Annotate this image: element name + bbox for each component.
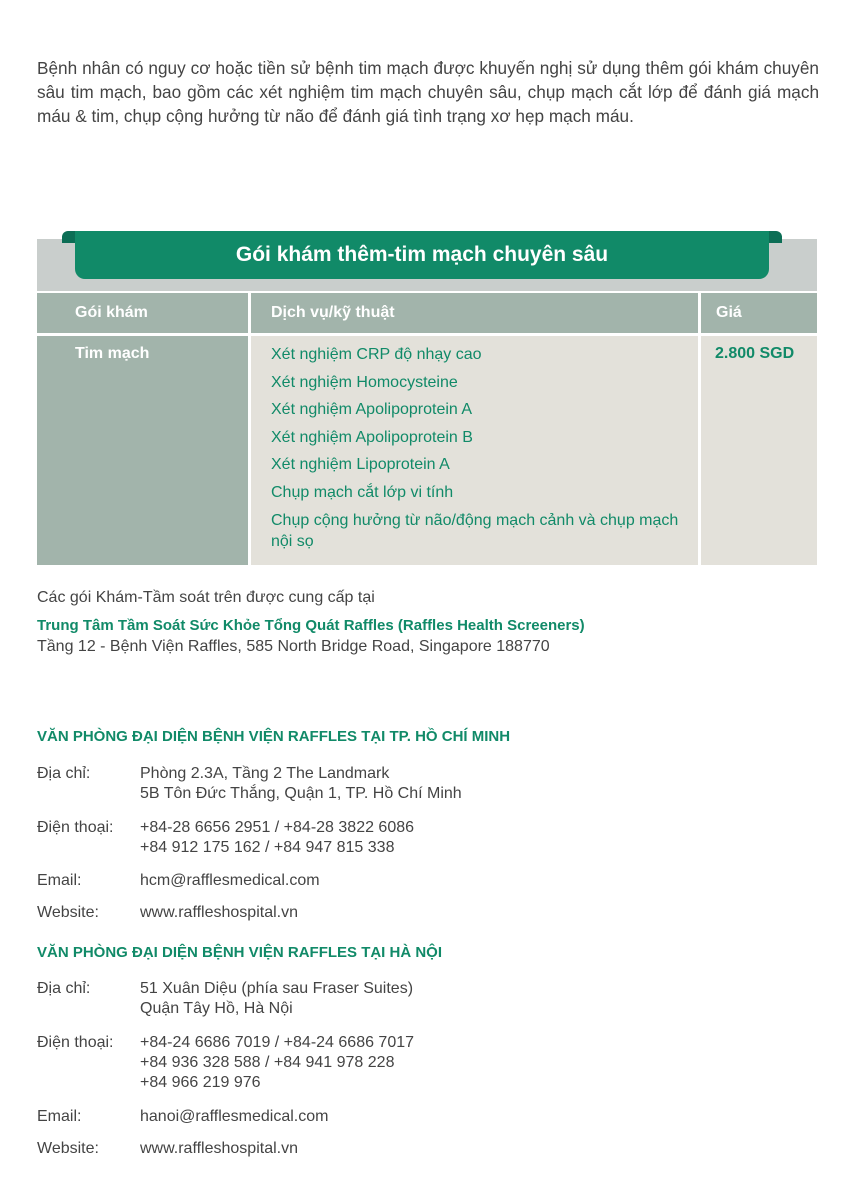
service-item: Xét nghiệm CRP độ nhạy cao <box>271 346 482 363</box>
column-header-package: Gói khám <box>37 293 248 333</box>
office-hanoi-email <box>37 1107 328 1127</box>
office-hcm-email <box>37 871 320 891</box>
service-item: Xét nghiệm Apolipoprotein B <box>271 428 473 446</box>
package-price: 2.800 SGD <box>715 345 795 362</box>
phone-value: +84-28 6656 2951 / +84-28 3822 6086 +84 912 175 162 / +84 947 815 338 <box>140 819 415 856</box>
address-label: Địa chỉ: <box>37 980 91 997</box>
email-label: Email: <box>37 872 82 889</box>
phone-value: +84-24 6686 7019 / +84-24 6686 7017 +84 936 328 588 / +84 941 978 228 +84 966 219 976 <box>140 1034 415 1091</box>
package-name-cell <box>37 336 248 565</box>
screening-center-address: Tầng 12 - Bệnh Viện Raffles, 585 North Bridge Road, Singapore 188770 <box>37 638 550 655</box>
services-list <box>271 344 681 558</box>
package-title: Gói khám thêm-tim mạch chuyên sâu <box>75 231 769 279</box>
office-hanoi-phone <box>37 1033 414 1093</box>
phone-label: Điện thoại: <box>37 1034 114 1051</box>
service-item: Xét nghiệm Apolipoprotein A <box>271 401 473 419</box>
office-hanoi-website <box>37 1139 298 1159</box>
address-value: 51 Xuân Diệu (phía sau Fraser Suites) Quận Tây Hồ, Hà Nội <box>140 980 414 1017</box>
package-name: Tim mạch <box>75 345 150 362</box>
address-value: Phòng 2.3A, Tầng 2 The Landmark 5B Tôn Đức Thắng, Quận 1, TP. Hồ Chí Minh <box>140 765 462 802</box>
office-title-hanoi: VĂN PHÒNG ĐẠI DIỆN BỆNH VIỆN RAFFLES TẠI HÀ NỘI <box>37 944 443 961</box>
column-header-service: Dịch vụ/kỹ thuật <box>251 293 698 333</box>
email-link[interactable]: hcm@rafflesmedical.com <box>140 872 320 889</box>
service-item: Chụp mạch cắt lớp vi tính <box>271 483 454 501</box>
phone-label: Điện thoại: <box>37 819 114 836</box>
service-item: Chụp cộng hưởng từ não/động mạch cảnh và chụp mạch nội sọ <box>271 511 679 550</box>
website-label: Website: <box>37 904 99 921</box>
office-hcm-website <box>37 903 298 923</box>
website-label: Website: <box>37 1140 99 1157</box>
email-link[interactable]: hanoi@rafflesmedical.com <box>140 1108 329 1125</box>
intro-paragraph: Bệnh nhân có nguy cơ hoặc tiền sử bệnh tim mạch được khuyến nghị sử dụng thêm gói khám chuyên sâu tim mạch, bao gồm các xét nghiệm tim mạch chuyên sâu, chụp mạch cắt lớp để đánh giá mạch máu & tim, chụp cộng hưởng từ não để đánh giá tình trạng xơ hẹp mạch máu. <box>37 58 819 126</box>
website-link[interactable]: www.raffleshospital.vn <box>140 1140 298 1157</box>
service-item: Xét nghiệm Lipoprotein A <box>271 456 450 474</box>
screening-center-name: Trung Tâm Tầm Soát Sức Khỏe Tổng Quát Raffles (Raffles Health Screeners) <box>37 617 585 634</box>
office-hcm-phone <box>37 818 414 858</box>
price-cell <box>701 336 817 565</box>
service-item: Xét nghiệm Homocysteine <box>271 373 458 391</box>
office-hanoi-address <box>37 979 413 1019</box>
provided-at-text: Các gói Khám-Tầm soát trên được cung cấp tại <box>37 589 375 606</box>
website-link[interactable]: www.raffleshospital.vn <box>140 904 298 921</box>
email-label: Email: <box>37 1108 82 1125</box>
column-header-price: Giá <box>701 293 817 333</box>
office-title-hcm: VĂN PHÒNG ĐẠI DIỆN BỆNH VIỆN RAFFLES TẠI TP. HỒ CHÍ MINH <box>37 728 511 745</box>
office-hcm-address <box>37 764 462 804</box>
address-label: Địa chỉ: <box>37 765 91 782</box>
